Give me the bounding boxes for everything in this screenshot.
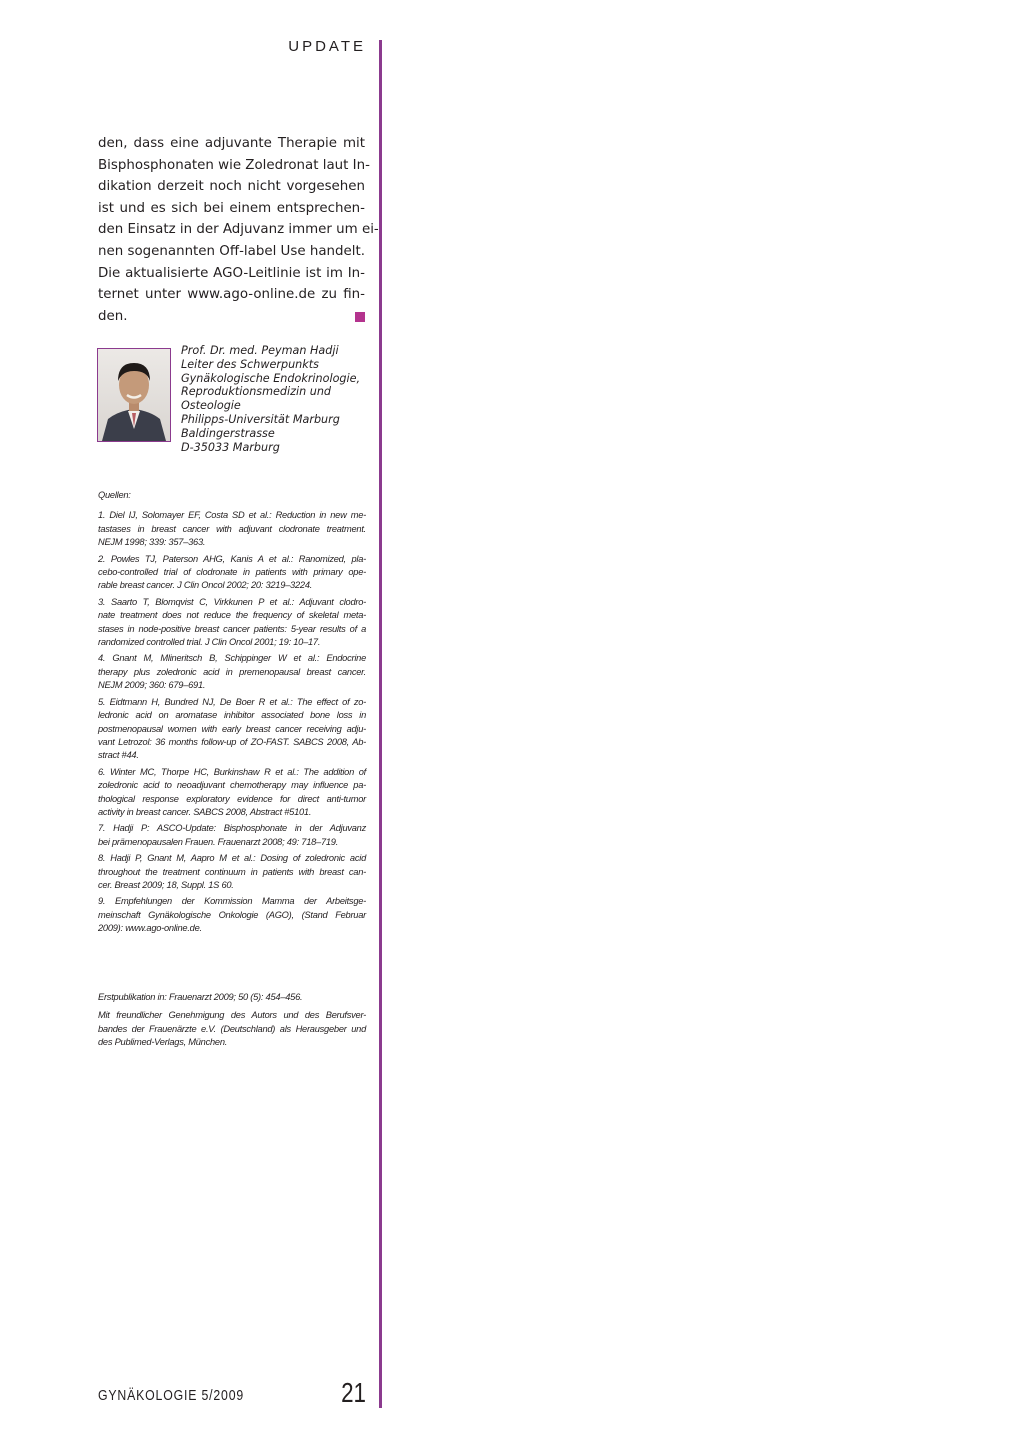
reference-line: 2009): www.ago-online.de. xyxy=(98,923,202,934)
reference-line: 9. Empfehlungen der Kommission Mamma der Arbeitsge- xyxy=(98,896,366,907)
article-body-text xyxy=(98,133,379,327)
body-line: nen sogenannten Off-label Use handelt. xyxy=(98,243,365,259)
reference-line: randomized controlled trial. J Clin Oncol 2001; 19: 10–17. xyxy=(98,637,321,648)
publication-notice xyxy=(98,991,366,1050)
end-of-article-square-icon xyxy=(355,312,365,322)
reference-line: bei prämenopausalen Frauen. Frauenarzt 2008; 49: 718–719. xyxy=(98,836,339,847)
reference-line: NEJM 1998; 339: 357–363. xyxy=(98,537,206,548)
reference-line: stract #44. xyxy=(98,750,139,761)
reference-line: NEJM 2009; 360: 679–691. xyxy=(98,680,206,691)
permission-line: Mit freundlicher Genehmigung des Autors und des Berufsver- xyxy=(98,1010,366,1021)
body-line: dikation derzeit noch nicht vorgesehen xyxy=(98,179,365,195)
body-line: den, dass eine adjuvante Therapie mit xyxy=(98,136,365,151)
reference-line: meinschaft Gynäkologische Onkologie (AGO), (Stand Februar xyxy=(98,909,366,920)
reference-line: 7. Hadji P: ASCO-Update: Bisphosphonate in der Adjuvanz xyxy=(98,823,366,834)
reference-line: zoledronic acid to neoadjuvant chemotherapy may influence pa- xyxy=(98,780,366,791)
reference-item xyxy=(98,509,366,549)
reference-line: 5. Eidtmann H, Bundred NJ, De Boer R et al.: The effect of zo- xyxy=(98,696,366,707)
author-line: Philipps-Universität Marburg xyxy=(181,412,340,426)
reference-line: rable breast cancer. J Clin Oncol 2002; 20: 3219–3224. xyxy=(98,580,313,591)
reference-item xyxy=(98,553,366,593)
reference-line: 4. Gnant M, Mlineritsch B, Schippinger W et al.: Endocrine xyxy=(98,653,366,664)
reference-item xyxy=(98,696,366,763)
reference-item xyxy=(98,895,366,935)
author-info xyxy=(181,344,371,454)
permission-line: des Publimed-Verlags, München. xyxy=(98,1037,228,1048)
reference-line: cer. Breast 2009; 18, Suppl. 1S 60. xyxy=(98,879,234,890)
reference-line: vant Letrozol: 36 months follow-up of ZO-FAST. SABCS 2008, Ab- xyxy=(98,736,366,747)
permission-line: bandes der Frauenärzte e.V. (Deutschland) als Herausgeber und xyxy=(98,1023,366,1034)
reference-line: stases in node-positive breast cancer patients: 5-year results of a xyxy=(98,623,366,634)
author-line: Baldingerstrasse xyxy=(181,426,275,440)
reference-item xyxy=(98,596,366,650)
reference-line: nate treatment does not reduce the frequency of skeletal meta- xyxy=(98,610,366,621)
author-line: Osteologie xyxy=(181,399,241,413)
author-line: Gynäkologische Endokrinologie, xyxy=(181,371,361,385)
reference-item xyxy=(98,822,366,849)
reference-line: throughout the treatment continuum in patients with breast can- xyxy=(98,866,366,877)
body-line: ternet unter www.ago-online.de zu fin- xyxy=(98,287,365,303)
first-publication-note: Erstpublikation in: Frauenarzt 2009; 50 (5): 454–456. xyxy=(98,992,303,1002)
vertical-accent-rule xyxy=(379,40,382,1408)
references-section xyxy=(98,489,366,939)
body-line: ist und es sich bei einem entsprechen- xyxy=(98,200,365,216)
page-number: 21 xyxy=(341,1377,366,1408)
reference-line: 2. Powles TJ, Paterson AHG, Kanis A et al.: Ranomized, pla- xyxy=(98,553,366,564)
author-name: Prof. Dr. med. Peyman Hadji xyxy=(181,344,339,357)
author-line: Leiter des Schwerpunkts xyxy=(181,357,319,371)
body-line: Die aktualisierte AGO-Leitlinie ist im In- xyxy=(98,265,365,281)
author-photo xyxy=(97,348,171,442)
reference-line: 8. Hadji P, Gnant M, Aapro M et al.: Dosing of zoledronic acid xyxy=(98,853,366,864)
reference-line: 6. Winter MC, Thorpe HC, Burkinshaw R et al.: The addition of xyxy=(98,766,366,777)
body-line: den Einsatz in der Adjuvanz immer um ei- xyxy=(98,222,379,238)
reference-line: postmenopausal women with early breast cancer receiving adju- xyxy=(98,723,366,734)
reference-item xyxy=(98,766,366,820)
reference-line: 1. Diel IJ, Solomayer EF, Costa SD et al.: Reduction in new me- xyxy=(98,510,366,521)
reference-line: ledronic acid on aromatase inhibitor associated bone loss in xyxy=(98,710,366,721)
reference-line: tastases in breast cancer with adjuvant clodronate treatment. xyxy=(98,523,366,534)
reference-line: cebo-controlled trial of clodronate in patients with primary ope- xyxy=(98,567,366,578)
body-last-line xyxy=(98,306,365,328)
author-line: D-35033 Marburg xyxy=(181,440,280,454)
section-label: UPDATE xyxy=(288,38,366,55)
reference-line: 3. Saarto T, Blomqvist C, Virkkunen P et al.: Adjuvant clodro- xyxy=(98,596,366,607)
references-heading: Quellen: xyxy=(98,490,131,500)
reference-item xyxy=(98,852,366,892)
reference-line: therapy plus zoledronic acid in premenopausal breast cancer. xyxy=(98,666,366,677)
reference-line: activity in breast cancer. SABCS 2008, Abstract #5101. xyxy=(98,806,312,817)
author-line: Reproduktionsmedizin und xyxy=(181,385,332,399)
reference-item xyxy=(98,652,366,692)
reference-line: thological response exploratory evidence for direct anti-tumor xyxy=(98,793,366,804)
body-line: Bisphosphonaten wie Zoledronat laut In- xyxy=(98,157,370,173)
journal-footer: GYNÄKOLOGIE 5/2009 xyxy=(98,1387,245,1404)
body-line: den. xyxy=(98,308,128,324)
